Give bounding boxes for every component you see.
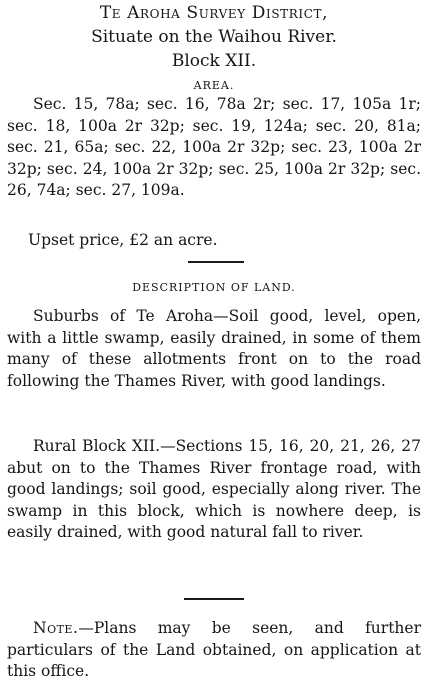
block-title: Block XII. bbox=[171, 51, 257, 71]
location-line: Situate on the Waihou River. bbox=[91, 27, 337, 47]
note-text: —Plans may be seen, and further particulars of the Land obtained, on application at this office. bbox=[7, 619, 421, 681]
divider-rule bbox=[188, 261, 244, 263]
suburbs-paragraph: Suburbs of Te Aroha—Soil good, level, open, with a little swamp, easily drained, in some of them many of these allotments front on to the road following the Thames River, with good landings. bbox=[7, 307, 421, 390]
rural-block-paragraph: Rural Block XII.—Sections 15, 16, 20, 21, 26, 27 abut on to the Thames River frontage road, with good landings; soil good, especially along river. The swamp in this block, which is nowhere deep, is easily drained, with good natural fall to river. bbox=[7, 437, 421, 542]
note-heading: Note. bbox=[33, 619, 79, 637]
upset-price: Upset price, £2 an acre. bbox=[28, 231, 218, 249]
note-paragraph bbox=[7, 618, 421, 683]
description-label: DESCRIPTION OF LAND. bbox=[132, 281, 296, 294]
area-paragraph: Sec. 15, 78a; sec. 16, 78a 2r; sec. 17, 105a 1r; sec. 18, 100a 2r 32p; sec. 19, 124a; sec. 20, 81a; sec. 21, 65a; sec. 22, 100a 2r 32p; sec. 23, 100a 2r 32p; sec. 24, 100a 2r 32p; sec. 25, 100a 2r 32p; sec. 26, 74a; sec. 27, 109a. bbox=[7, 95, 421, 200]
district-title: Te Aroha Survey District, bbox=[99, 3, 329, 23]
divider-rule bbox=[184, 598, 244, 600]
area-label: AREA. bbox=[193, 79, 235, 92]
